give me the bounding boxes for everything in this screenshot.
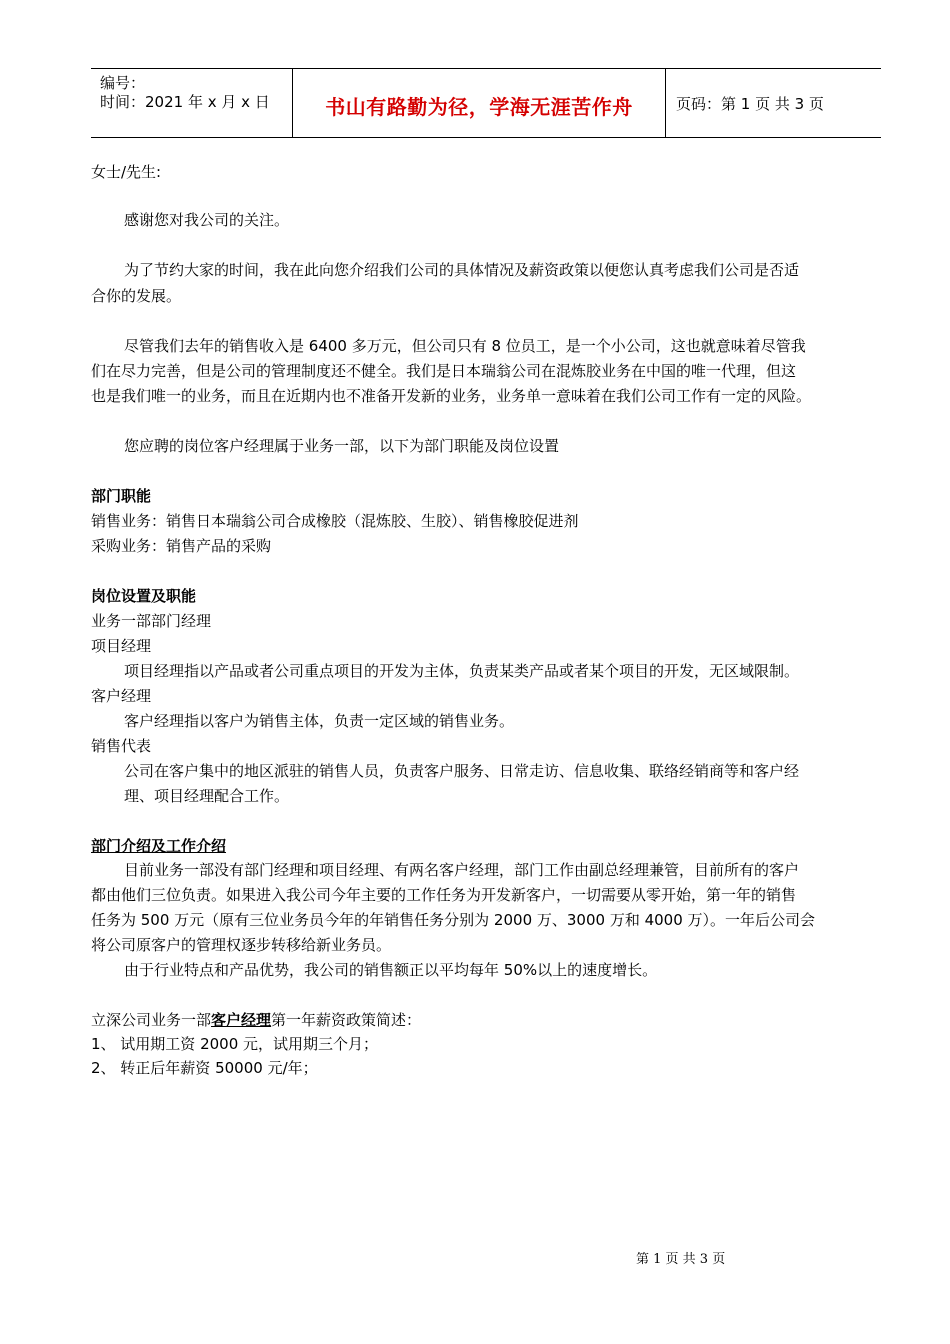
time-label: 时间：2021 年 x 月 x 日 bbox=[100, 93, 270, 111]
position-name: 项目经理 bbox=[91, 637, 152, 655]
department-function-item: 采购业务：销售产品的采购 bbox=[91, 537, 272, 555]
paragraph-thanks: 感谢您对我公司的关注。 bbox=[124, 211, 290, 229]
header-meta-cell bbox=[91, 69, 293, 137]
department-function-item: 销售业务：销售日本瑞翁公司合成橡胶（混炼胶、生胶）、销售橡胶促进剂 bbox=[91, 512, 579, 530]
section-title-department-intro: 部门介绍及工作介绍 bbox=[91, 837, 227, 855]
salary-heading bbox=[91, 1010, 421, 1030]
paragraph-intro-line: 合你的发展。 bbox=[91, 287, 182, 305]
position-description: 项目经理指以产品或者公司重点项目的开发为主体，负责某类产品或者某个项目的开发，无区域限制。 bbox=[124, 662, 800, 680]
salary-heading-role: 客户经理 bbox=[211, 1011, 272, 1029]
position-name: 销售代表 bbox=[91, 737, 152, 755]
position-description: 客户经理指以客户为销售主体，负责一定区域的销售业务。 bbox=[124, 712, 515, 730]
salary-item: 2、 转正后年薪资 50000 元/年； bbox=[91, 1059, 318, 1077]
department-intro-line: 由于行业特点和产品优势，我公司的销售额正以平均每年 50%以上的速度增长。 bbox=[124, 961, 658, 979]
department-intro-line: 都由他们三位负责。如果进入我公司今年主要的工作任务为开发新客户，一切需要从零开始，第一年的销售 bbox=[91, 886, 797, 904]
salary-heading-suffix: 第一年薪资政策简述： bbox=[271, 1011, 422, 1029]
salutation: 女士/先生: bbox=[91, 163, 162, 181]
position-description: 公司在客户集中的地区派驻的销售人员，负责客户服务、日常走访、信息收集、联络经销商等和客户经 bbox=[124, 762, 800, 780]
header-page-cell bbox=[666, 69, 881, 137]
position-description: 理、项目经理配合工作。 bbox=[124, 787, 290, 805]
salary-item: 1、 试用期工资 2000 元，试用期三个月； bbox=[91, 1035, 379, 1053]
section-title-positions: 岗位设置及职能 bbox=[91, 587, 197, 605]
paragraph-company-line: 尽管我们去年的销售收入是 6400 多万元，但公司只有 8 位员工，是一个小公司，这也就意味着尽管我 bbox=[124, 337, 806, 355]
department-intro-line: 目前业务一部没有部门经理和项目经理、有两名客户经理，部门工作由副总经理兼管，目前所有的客户 bbox=[124, 861, 800, 879]
header-table bbox=[91, 68, 881, 138]
paragraph-position: 您应聘的岗位客户经理属于业务一部，以下为部门职能及岗位设置 bbox=[124, 437, 560, 455]
position-name: 客户经理 bbox=[91, 687, 152, 705]
number-label: 编号： bbox=[100, 74, 146, 92]
department-intro-line: 任务为 500 万元（原有三位业务员今年的年销售任务分别为 2000 万、3000 万和 4000 万）。一年后公司会 bbox=[91, 911, 816, 929]
salary-heading-prefix: 立深公司业务一部 bbox=[91, 1011, 212, 1029]
footer-page-number: 第 1 页 共 3 页 bbox=[636, 1252, 726, 1267]
paragraph-company-line: 也是我们唯一的业务，而且在近期内也不准备开发新的业务，业务单一意味着在我们公司工作有一定的风险。 bbox=[91, 387, 812, 405]
paragraph-intro-line: 为了节约大家的时间，我在此向您介绍我们公司的具体情况及薪资政策以便您认真考虑我们公司是否适 bbox=[124, 261, 800, 279]
position-name: 业务一部部门经理 bbox=[91, 612, 212, 630]
page-label: 页码：第 1 页 共 3 页 bbox=[676, 95, 824, 113]
department-intro-line: 将公司原客户的管理权逐步转移给新业务员。 bbox=[91, 936, 392, 954]
section-title-department-functions: 部门职能 bbox=[91, 487, 152, 505]
header-motto-cell bbox=[293, 69, 666, 137]
paragraph-company-line: 们在尽力完善，但是公司的管理制度还不健全。我们是日本瑞翁公司在混炼胶业务在中国的唯一代理，但这 bbox=[91, 362, 797, 380]
motto: 书山有路勤为径，学海无涯苦作舟 bbox=[325, 95, 633, 119]
